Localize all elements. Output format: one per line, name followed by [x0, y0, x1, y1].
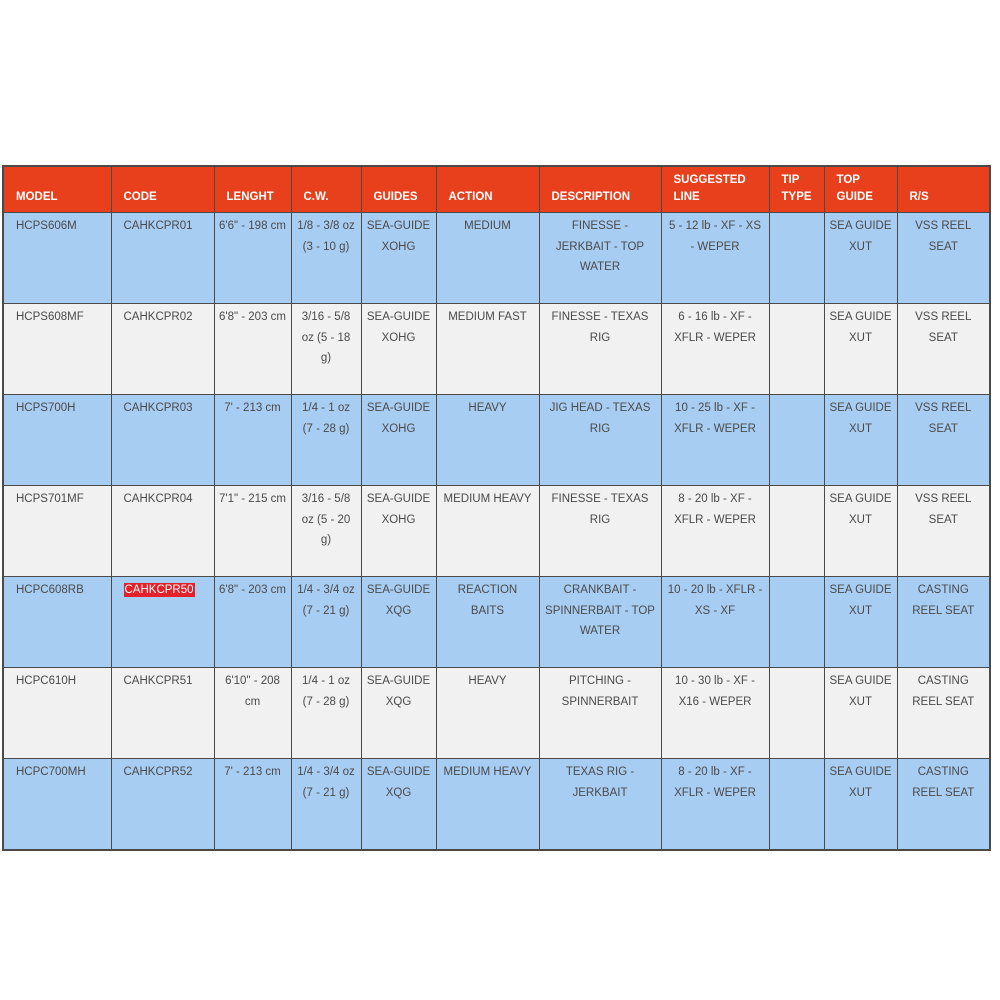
cell-suggested-line — [661, 395, 769, 486]
cell-action — [436, 577, 539, 668]
cell-length-text: 7' - 213 cm — [224, 402, 281, 414]
header-guides: GUIDES — [361, 166, 436, 213]
cell-suggested-line — [661, 486, 769, 577]
cell-model-text: HCPC610H — [16, 675, 77, 687]
cell-suggested-line — [661, 759, 769, 850]
cell-cw-text: 1/4 - 1 oz (7 - 28 g) — [302, 675, 350, 708]
cell-suggested-line-text: 6 - 16 lb - XF - XFLR - WEPER — [674, 311, 756, 344]
cell-description-text: FINESSE - TEXAS RIG — [551, 311, 649, 344]
cell-rs-text: CASTING REEL SEAT — [912, 584, 975, 617]
cell-code-text: CAHKCPR52 — [123, 766, 193, 778]
cell-description-text: CRANKBAIT - SPINNERBAIT - TOP WATER — [545, 584, 655, 637]
cell-top-guide — [824, 486, 897, 577]
cell-guides-text: SEA-GUIDE XQG — [366, 766, 431, 799]
cell-length — [214, 577, 291, 668]
cell-suggested-line-text: 8 - 20 lb - XF - XFLR - WEPER — [674, 493, 756, 526]
cell-length-text: 6'6" - 198 cm — [218, 220, 286, 232]
cell-rs-text: VSS REEL SEAT — [915, 220, 972, 253]
cell-code-text: CAHKCPR50 — [124, 584, 194, 596]
table-row — [3, 486, 990, 577]
cell-code — [111, 759, 214, 850]
header-cw: C.W. — [291, 166, 361, 213]
table-row — [3, 213, 990, 304]
cell-top-guide — [824, 304, 897, 395]
cell-model — [3, 577, 111, 668]
cell-code — [111, 486, 214, 577]
cell-description-text: JIG HEAD - TEXAS RIG — [549, 402, 651, 435]
cell-suggested-line — [661, 668, 769, 759]
cell-top-guide-text: SEA GUIDE XUT — [829, 220, 892, 253]
cell-model-text: HCPS701MF — [16, 493, 84, 505]
cell-tip-type — [769, 668, 824, 759]
cell-cw — [291, 486, 361, 577]
cell-model — [3, 759, 111, 850]
header-rs: R/S — [897, 166, 990, 213]
cell-length-text: 7' - 213 cm — [224, 766, 281, 778]
cell-guides — [361, 213, 436, 304]
cell-suggested-line-text: 10 - 30 lb - XF - X16 - WEPER — [675, 675, 755, 708]
cell-rs-text: VSS REEL SEAT — [915, 311, 972, 344]
cell-length — [214, 486, 291, 577]
cell-rs — [897, 395, 990, 486]
rod-spec-table-container — [2, 165, 989, 851]
cell-guides-text: SEA-GUIDE XOHG — [366, 220, 431, 253]
cell-model-text: HCPS700H — [16, 402, 76, 414]
cell-model — [3, 304, 111, 395]
cell-guides-text: SEA-GUIDE XOHG — [366, 402, 431, 435]
cell-tip-type — [769, 304, 824, 395]
cell-top-guide — [824, 213, 897, 304]
cell-code-text: CAHKCPR51 — [123, 675, 193, 687]
cell-cw-text: 1/4 - 1 oz (7 - 28 g) — [302, 402, 350, 435]
cell-code — [111, 395, 214, 486]
cell-suggested-line-text: 10 - 25 lb - XF - XFLR - WEPER — [674, 402, 756, 435]
table-row — [3, 759, 990, 850]
cell-model — [3, 486, 111, 577]
table-body — [3, 213, 990, 850]
header-suggested-line: SUGGESTED LINE — [661, 166, 769, 213]
table-row — [3, 304, 990, 395]
cell-action — [436, 213, 539, 304]
cell-action — [436, 486, 539, 577]
cell-top-guide — [824, 668, 897, 759]
cell-code-text: CAHKCPR01 — [123, 220, 193, 232]
cell-description — [539, 395, 661, 486]
cell-action — [436, 759, 539, 850]
cell-cw-text: 3/16 - 5/8 oz (5 - 20 g) — [301, 493, 351, 546]
cell-rs-text: VSS REEL SEAT — [915, 493, 972, 526]
table-row — [3, 668, 990, 759]
cell-cw-text: 1/4 - 3/4 oz (7 - 21 g) — [297, 584, 355, 617]
cell-length-text: 7'1" - 215 cm — [218, 493, 286, 505]
cell-description-text: PITCHING - SPINNERBAIT — [561, 675, 639, 708]
cell-guides-text: SEA-GUIDE XOHG — [366, 493, 431, 526]
cell-rs-text: CASTING REEL SEAT — [912, 675, 975, 708]
cell-length — [214, 759, 291, 850]
cell-action-text: MEDIUM HEAVY — [443, 766, 532, 778]
table-row — [3, 395, 990, 486]
cell-guides — [361, 395, 436, 486]
cell-suggested-line — [661, 304, 769, 395]
cell-guides-text: SEA-GUIDE XQG — [366, 584, 431, 617]
cell-top-guide — [824, 577, 897, 668]
table-row — [3, 577, 990, 668]
cell-length-text: 6'8" - 203 cm — [218, 584, 286, 596]
cell-code — [111, 304, 214, 395]
cell-tip-type — [769, 395, 824, 486]
cell-rs — [897, 668, 990, 759]
cell-cw-text: 3/16 - 5/8 oz (5 - 18 g) — [301, 311, 351, 364]
cell-rs — [897, 213, 990, 304]
cell-tip-type — [769, 213, 824, 304]
cell-guides-text: SEA-GUIDE XOHG — [366, 311, 431, 344]
cell-model-text: HCPC700MH — [16, 766, 86, 778]
cell-tip-type — [769, 759, 824, 850]
cell-length-text: 6'8" - 203 cm — [218, 311, 286, 323]
cell-action-text: HEAVY — [468, 675, 507, 687]
cell-guides — [361, 668, 436, 759]
header-code: CODE — [111, 166, 214, 213]
cell-length-text: 6'10" - 208 cm — [225, 675, 280, 708]
cell-description — [539, 213, 661, 304]
header-description: DESCRIPTION — [539, 166, 661, 213]
cell-cw — [291, 668, 361, 759]
header-model: MODEL — [3, 166, 111, 213]
cell-guides — [361, 759, 436, 850]
cell-rs — [897, 759, 990, 850]
cell-cw — [291, 304, 361, 395]
header-top-guide: TOP GUIDE — [824, 166, 897, 213]
cell-code — [111, 577, 214, 668]
cell-suggested-line-text: 8 - 20 lb - XF - XFLR - WEPER — [674, 766, 756, 799]
header-length: LENGHT — [214, 166, 291, 213]
cell-suggested-line — [661, 577, 769, 668]
cell-rs — [897, 486, 990, 577]
cell-model-text: HCPS606M — [16, 220, 77, 232]
cell-description — [539, 304, 661, 395]
cell-tip-type — [769, 577, 824, 668]
cell-description-text: TEXAS RIG - JERKBAIT — [565, 766, 635, 799]
cell-code-text: CAHKCPR03 — [123, 402, 193, 414]
cell-code-text: CAHKCPR02 — [123, 311, 193, 323]
cell-cw — [291, 759, 361, 850]
cell-suggested-line-text: 5 - 12 lb - XF - XS - WEPER — [668, 220, 762, 253]
cell-code — [111, 213, 214, 304]
cell-cw-text: 1/4 - 3/4 oz (7 - 21 g) — [297, 766, 355, 799]
cell-tip-type — [769, 486, 824, 577]
cell-top-guide-text: SEA GUIDE XUT — [829, 311, 892, 344]
cell-action — [436, 395, 539, 486]
cell-rs-text: CASTING REEL SEAT — [912, 766, 975, 799]
cell-rs-text: VSS REEL SEAT — [915, 402, 972, 435]
cell-top-guide-text: SEA GUIDE XUT — [829, 766, 892, 799]
cell-action-text: REACTION BAITS — [457, 584, 518, 617]
cell-top-guide — [824, 759, 897, 850]
cell-description — [539, 668, 661, 759]
cell-rs — [897, 577, 990, 668]
cell-top-guide-text: SEA GUIDE XUT — [829, 402, 892, 435]
cell-top-guide-text: SEA GUIDE XUT — [829, 493, 892, 526]
cell-description-text: FINESSE - TEXAS RIG — [551, 493, 649, 526]
cell-action — [436, 304, 539, 395]
cell-action-text: MEDIUM FAST — [448, 311, 527, 323]
cell-top-guide — [824, 395, 897, 486]
cell-cw — [291, 213, 361, 304]
cell-length — [214, 304, 291, 395]
cell-suggested-line-text: 10 - 20 lb - XFLR - XS - XF — [667, 584, 763, 617]
cell-model — [3, 213, 111, 304]
cell-length — [214, 213, 291, 304]
cell-code — [111, 668, 214, 759]
cell-model-text: HCPS608MF — [16, 311, 84, 323]
header-row — [3, 166, 990, 213]
header-action: ACTION — [436, 166, 539, 213]
cell-guides-text: SEA-GUIDE XQG — [366, 675, 431, 708]
cell-cw-text: 1/8 - 3/8 oz (3 - 10 g) — [297, 220, 355, 253]
cell-description — [539, 759, 661, 850]
cell-rs — [897, 304, 990, 395]
header-tip-type: TIP TYPE — [769, 166, 824, 213]
cell-model — [3, 668, 111, 759]
cell-action — [436, 668, 539, 759]
cell-description-text: FINESSE - JERKBAIT - TOP WATER — [555, 220, 645, 273]
cell-guides — [361, 486, 436, 577]
cell-top-guide-text: SEA GUIDE XUT — [829, 675, 892, 708]
cell-description — [539, 486, 661, 577]
cell-length — [214, 395, 291, 486]
cell-suggested-line — [661, 213, 769, 304]
cell-guides — [361, 304, 436, 395]
rod-spec-table — [2, 165, 991, 851]
cell-action-text: MEDIUM HEAVY — [443, 493, 532, 505]
cell-code-text: CAHKCPR04 — [123, 493, 193, 505]
cell-description — [539, 577, 661, 668]
cell-action-text: MEDIUM — [464, 220, 511, 232]
cell-guides — [361, 577, 436, 668]
cell-model-text: HCPC608RB — [16, 584, 84, 596]
cell-cw — [291, 577, 361, 668]
cell-cw — [291, 395, 361, 486]
cell-top-guide-text: SEA GUIDE XUT — [829, 584, 892, 617]
cell-action-text: HEAVY — [468, 402, 507, 414]
cell-model — [3, 395, 111, 486]
cell-length — [214, 668, 291, 759]
